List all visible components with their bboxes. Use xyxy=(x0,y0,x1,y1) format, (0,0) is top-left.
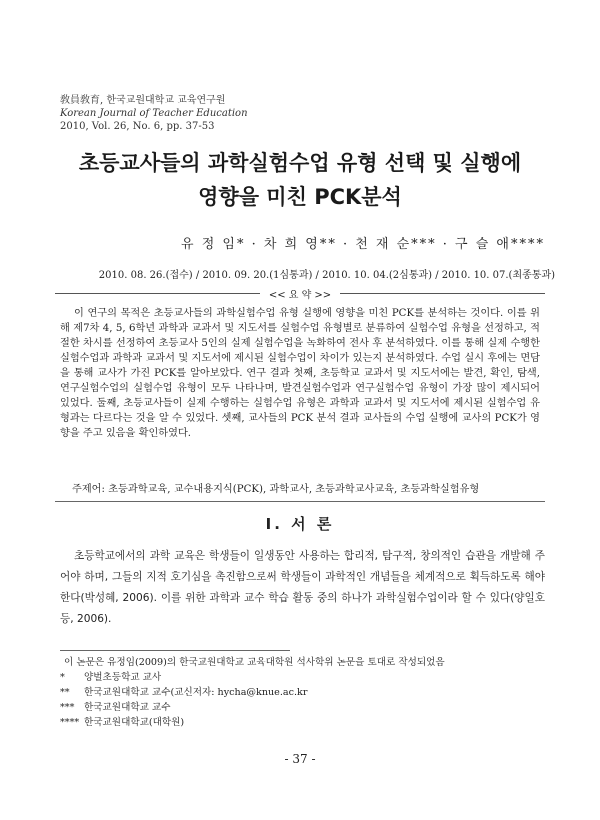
footnote-item: * 양벌초등학교 교사 xyxy=(60,672,162,683)
review-dates: 2010. 08. 26.(접수) / 2010. 09. 20.(1심통과) / 2010. 10. 04.(2심통과) / 2010. 10. 07.(최종통과) xyxy=(98,270,555,281)
footnote-item: 이 논문은 유정임(2009)의 한국교원대학교 교육대학원 석사학위 논문을 토대로 작성되었음 xyxy=(64,657,445,668)
author-list: 유 정 임* · 차 희 영** · 천 재 순*** · 구 슬 애**** xyxy=(181,237,545,252)
abstract-text: 이 연구의 목적은 초등교사들의 과학실험수업 유형 실행에 영향을 미친 PCK를 분석하는 것이다. 이를 위해 제7차 4, 5, 6학년 과학과 교과서 및 지도서를 실험수업 유형별로 분류하여 실험수업 유형을 선정하고, 적절한 차시를 선정하여 초등교사 5인의 실제 실험수업을 녹화하여 전사 후 분석하였다. 이를 통해 실제 수행한 실험수업과 과학과 교과서 및 지도서에 제시된 실험수업이 차이가 있는지 분석하였다. 수업 실시 후에는 면담을 통해 교사가 가진 PCK를 알아보았다. 연구 결과 첫째, 초등학교 교과서 및 지도서에는 발견, 확인, 탐색, 연구실험수업의 실험수업 유형이 모두 나타나며, 발견실험수업과 연구실험수업 유형이 가장 많이 제시되어 있었다. 둘째, 초등교사들이 실제 수행하는 실험수업 유형은 과학과 교과서 및 지도서에 제시된 실험수업 유형과는 다르다는 것을 알 수 있었다. 셋째, 교사들의 PCK 분석 결과 교사들의 수업 실행에 교사의 PCK가 영향을 주고 있음을 확인하였다. xyxy=(60,308,540,439)
abstract-heading-bar xyxy=(55,287,545,299)
footnotes xyxy=(60,655,445,730)
abstract-rule-right xyxy=(340,293,545,294)
footnote-item: *** 한국교원대학교 교수 xyxy=(60,702,171,713)
body-paragraph: 초등학교에서의 과학 교육은 학생들이 일생동안 사용하는 합리적, 탐구적, 창의적인 습관을 개발해 주어야 하며, 그들의 지적 호기심을 촉진함으로써 학생들이 과학적인 개념들을 체계적으로 획득하도록 해야 한다(박성혜, 2006). 이를 위한 과학과 교수 학습 활동 중의 하나가 과학실험수업이라 할 수 있다(양일호 등, 2006). xyxy=(60,550,545,625)
section-heading: Ⅰ. 서 론 xyxy=(265,515,335,533)
paper-title xyxy=(0,146,600,214)
abstract-heading: << 요 약 >> xyxy=(268,290,332,301)
journal-name-en: Korean Journal of Teacher Education xyxy=(60,108,248,119)
journal-info xyxy=(60,94,248,133)
journal-volume: 2010, Vol. 26, No. 6, pp. 37-53 xyxy=(60,121,215,132)
title-line-2: 영향을 미친 PCK분석 xyxy=(198,185,402,209)
footnote-item: **** 한국교원대학교(대학원) xyxy=(60,717,185,728)
abstract-divider xyxy=(55,501,545,502)
footnote-item: ** 한국교원대학교 교수(교신저자: hycha@knue.ac.kr xyxy=(60,687,308,698)
title-line-1: 초등교사들의 과학실험수업 유형 선택 및 실행에 xyxy=(78,151,522,175)
journal-name-kr: 敎員敎育, 한국교원대학교 교육연구원 xyxy=(60,95,226,106)
keywords: 주제어: 초등과학교육, 교수내용지식(PCK), 과학교사, 초등과학교사교육, 초등과학실험유형 xyxy=(72,484,480,495)
footnote-divider xyxy=(60,650,290,651)
page-number: - 37 - xyxy=(284,752,316,766)
